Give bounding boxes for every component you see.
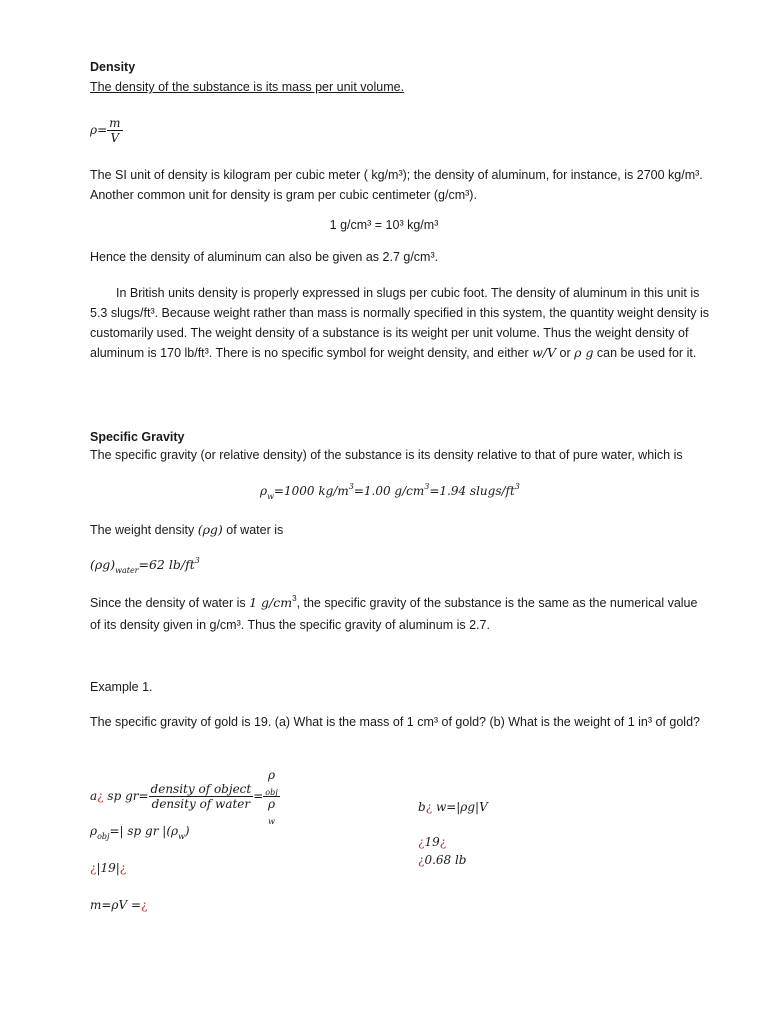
weight-density-sentence: The weight density (ρg) of water is	[90, 522, 284, 537]
density-heading: Density	[90, 60, 136, 74]
example-rho-obj-line: $\rho_{obj}=|$ sp gr $|(\rho_w)$	[90, 824, 190, 841]
water-density-equation: $\rho_w=1000$ $kg/m^3=1.00$ $g/cm^3=1.94$ slugs/$ft^3$	[260, 482, 520, 501]
specific-gravity-heading: Specific Gravity	[90, 430, 185, 444]
density-definition: The density of the substance is its mass per unit volume.	[90, 80, 405, 94]
example-mass-line: m=ρV =¿	[90, 898, 148, 912]
since-paragraph: Since the density of water is 1 $g/cm^3$, the specific gravity of the substance is the same as the numerical value of its density given in g/cm³. Thus the specific gravity of aluminum is 2.7.	[90, 594, 698, 632]
british-units-paragraph: In British units density is properly expressed in slugs per cubic foot. The density of aluminum in this unit is 5.3 slugs/ft³. Because weight rather than mass is normally specified in this system, the quantity weight density is customarily used. The weight density of a substance is its weight per unit volume. Thus the weight density of aluminum is 170 lb/ft³. There is no specific symbol for weight density, and either w/V or ρ g can be used for it.	[90, 286, 710, 360]
example-b-line: b¿ w=|ρg|V	[418, 800, 488, 814]
example-heading: Example 1.	[90, 680, 153, 694]
unit-conversion: 1 g/cm³ = 10³ kg/m³	[329, 218, 439, 232]
water-weight-density-equation: $(\rho g)_{water}=62$ $lb/ft^3$	[90, 556, 200, 575]
density-formula: ρ= $\frac{m}{V}$	[90, 116, 121, 145]
si-unit-paragraph: The SI unit of density is kilogram per cubic meter ( kg/m³); the density of aluminum, for instance, is 2700 kg/m³. Another common unit for density is gram per cubic centimeter (g/cm³).	[90, 168, 703, 202]
example-b-nineteen-line: ¿19¿	[418, 835, 447, 849]
specific-gravity-definition: The specific gravity (or relative density) of the substance is its density relative to that of pure water, which is	[90, 448, 683, 462]
example-question: The specific gravity of gold is 19. (a) What is the mass of 1 cm³ of gold? (b) What is the weight of 1 in³ of gold?	[90, 715, 700, 729]
example-b-weight-line: ¿0.68 lb	[418, 853, 467, 867]
example-a-line: a¿ sp gr= $\frac{\text{density of object}}{\text{density of water}}$ = ρ obj ρ w	[90, 768, 278, 826]
hence-sentence: Hence the density of aluminum can also be given as 2.7 g/cm³.	[90, 250, 439, 264]
example-nineteen-line: ¿|19|¿	[90, 861, 127, 875]
